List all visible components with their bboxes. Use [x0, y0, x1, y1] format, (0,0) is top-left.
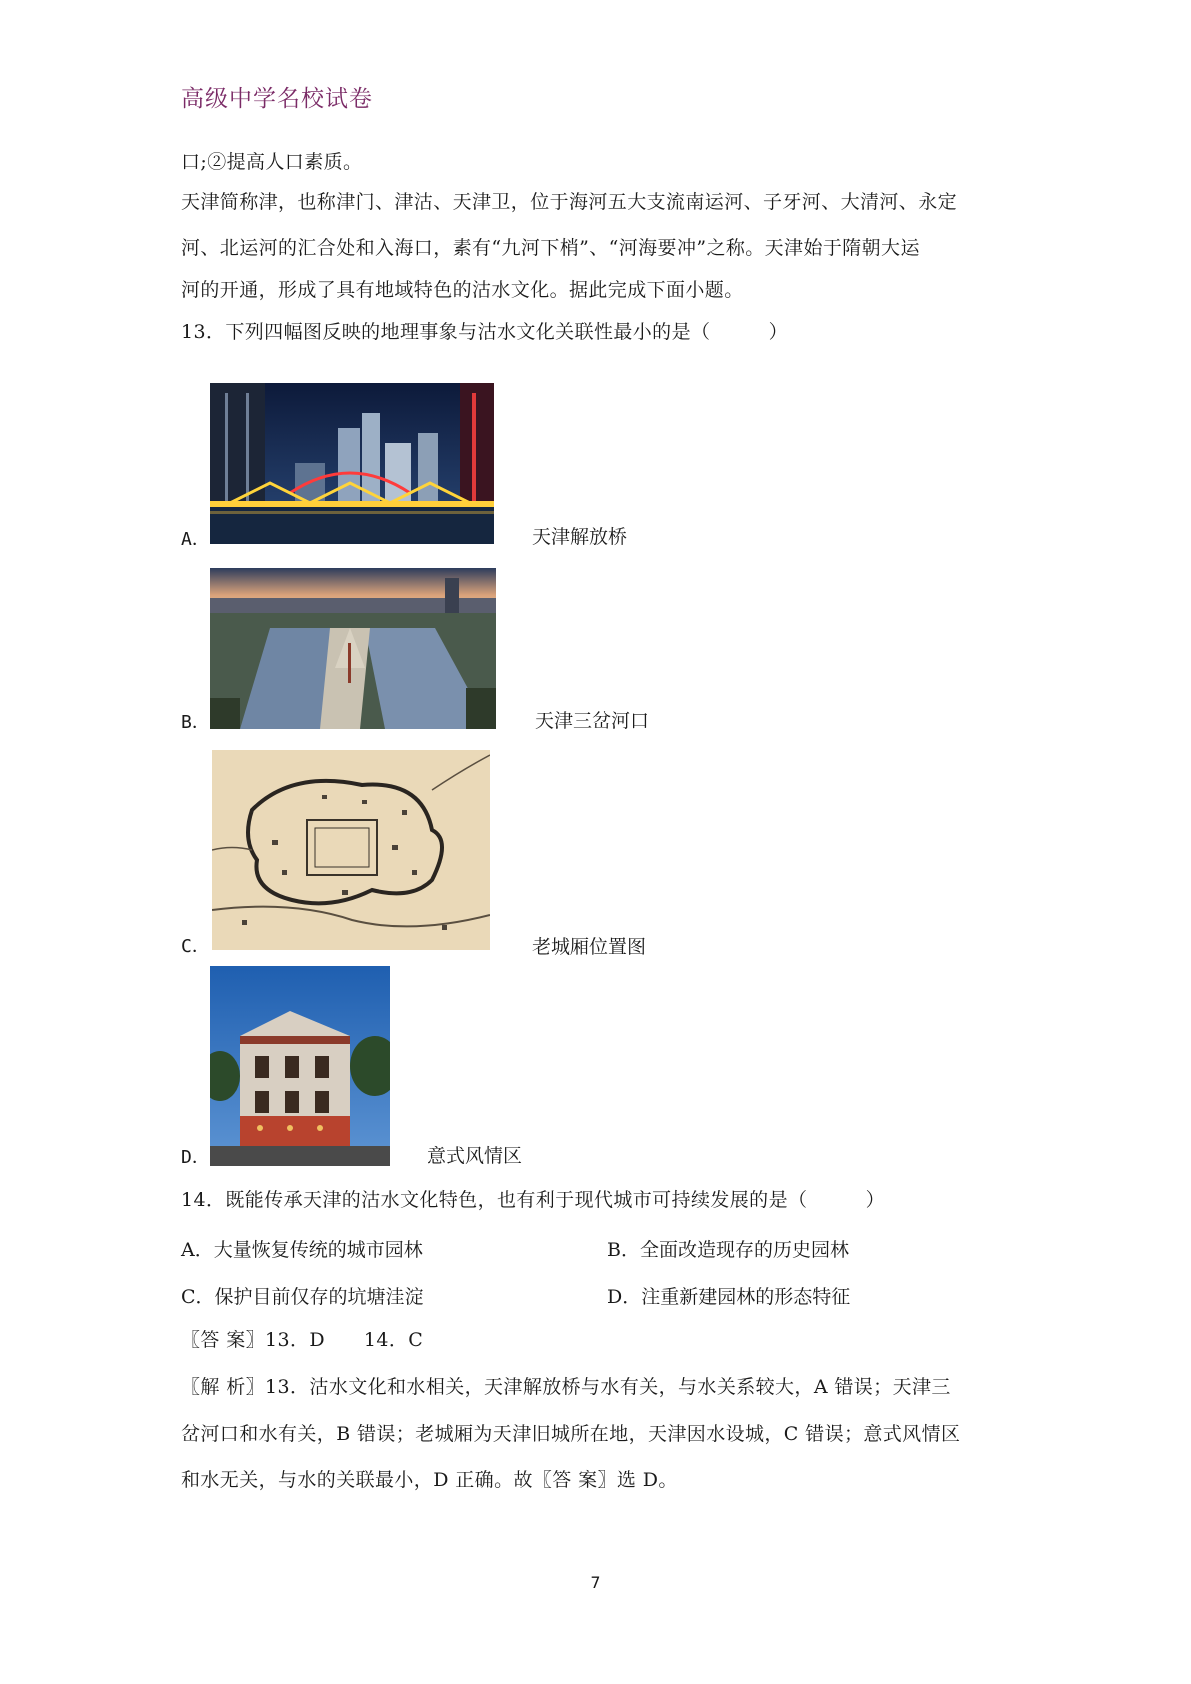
river-junction-photo [210, 568, 496, 729]
q14-choice-a: A．大量恢复传统的城市园林 [181, 1239, 423, 1261]
option-c-letter: C． [181, 936, 210, 957]
q14-choice-c: C．保护目前仅存的坑塘洼淀 [181, 1286, 424, 1308]
question-14-stem: 14．既能传承天津的沽水文化特色，也有利于现代城市可持续发展的是（ ） [181, 1189, 885, 1211]
analysis-line: 和水无关，与水的关联最小，D 正确。故〖答 案〗选 D。 [181, 1469, 678, 1491]
q14-choice-b: B．全面改造现存的历史园林 [607, 1239, 849, 1261]
continued-text: 口;②提高人口素质。 [181, 151, 363, 173]
intro-paragraph-line: 河的开通，形成了具有地域特色的沽水文化。据此完成下面小题。 [181, 279, 744, 301]
page-header-title: 高级中学名校试卷 [181, 86, 373, 112]
intro-paragraph-line: 天津简称津，也称津门、津沽、天津卫，位于海河五大支流南运河、子牙河、大清河、永定 [181, 191, 958, 213]
bridge-night-photo [210, 383, 494, 544]
analysis-line: 〖解 析〗13．沽水文化和水相关，天津解放桥与水有关，与水关系较大，A 错误；天津三 [181, 1376, 951, 1398]
option-b-letter: B． [181, 712, 210, 733]
answer-line: 〖答 案〗13．D 14．C [181, 1329, 424, 1351]
italian-building-photo [210, 966, 390, 1166]
intro-paragraph-line: 河、北运河的汇合处和入海口，素有“九河下梢”、“河海要冲”之称。天津始于隋朝大运 [181, 237, 920, 259]
question-13-stem: 13．下列四幅图反映的地理事象与沽水文化关联性最小的是（ ） [181, 321, 788, 343]
option-c-caption: 老城厢位置图 [532, 936, 647, 958]
page-number: 7 [590, 1573, 601, 1592]
option-a-letter: A． [181, 529, 210, 550]
option-d-caption: 意式风情区 [427, 1145, 523, 1167]
option-a-caption: 天津解放桥 [532, 526, 628, 548]
option-b-caption: 天津三岔河口 [535, 710, 650, 732]
analysis-line: 岔河口和水有关，B 错误；老城厢为天津旧城所在地，天津因水设城，C 错误；意式风情区 [181, 1423, 961, 1445]
q14-choice-d: D．注重新建园林的形态特征 [607, 1286, 851, 1308]
old-city-map [212, 750, 490, 950]
option-d-letter: D． [181, 1147, 210, 1168]
